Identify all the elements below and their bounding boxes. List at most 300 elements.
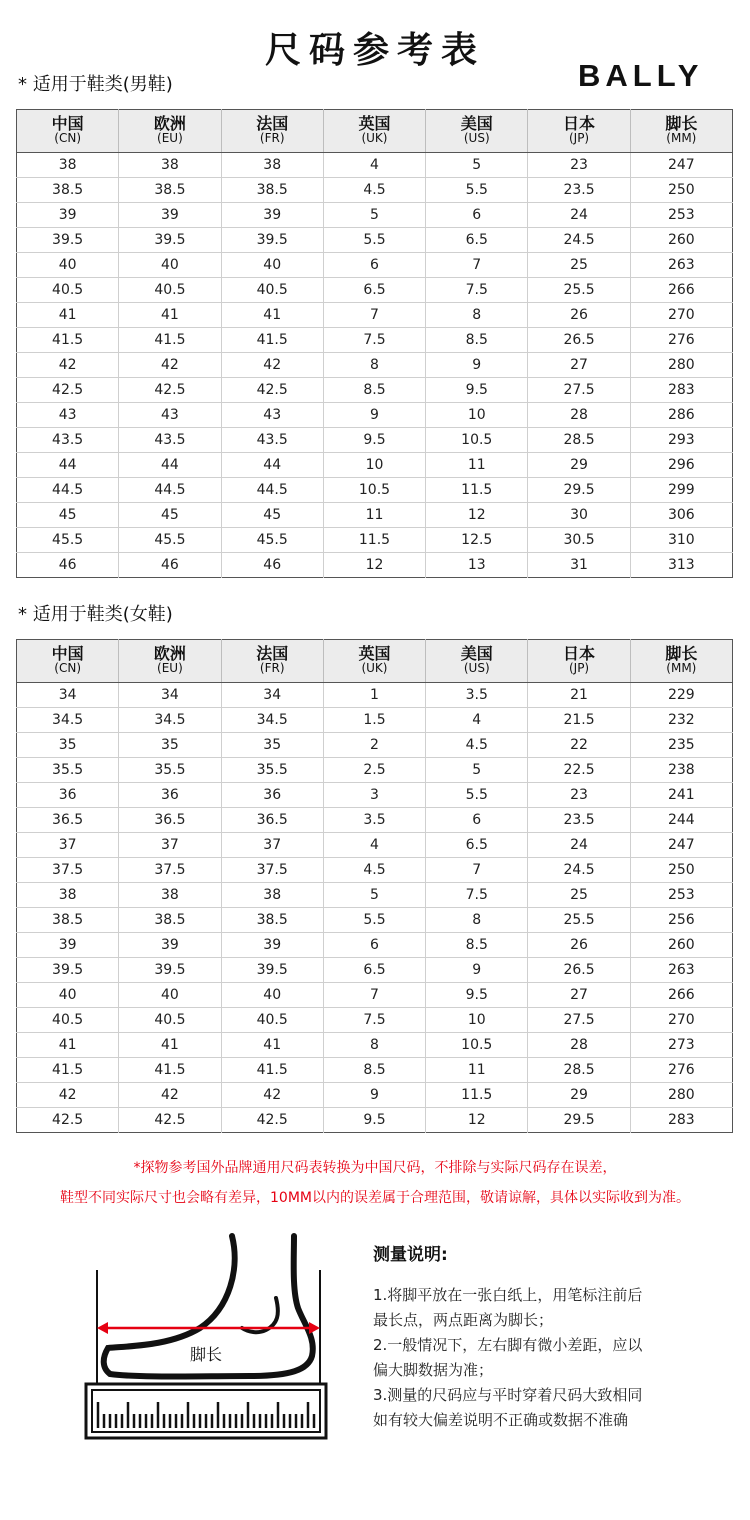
table-cell: 8	[426, 908, 528, 933]
table-cell: 11	[323, 503, 425, 528]
column-header-unit: (US)	[463, 131, 490, 145]
table-row	[17, 983, 733, 1008]
table-cell: 7	[323, 303, 425, 328]
table-cell: 45.5	[119, 528, 221, 553]
table-cell: 40.5	[17, 1008, 119, 1033]
table-cell: 273	[630, 1033, 732, 1058]
table-cell: 29.5	[528, 1108, 630, 1133]
column-header	[323, 640, 425, 683]
table-cell: 10.5	[323, 478, 425, 503]
table-cell: 42	[119, 1083, 221, 1108]
disclaimer-line-1: *探物参考国外品牌通用尺码表转换为中国尺码，不排除与实际尺码存在误差，	[133, 1160, 617, 1176]
table-cell: 36.5	[221, 808, 323, 833]
table-row	[17, 303, 733, 328]
table-cell: 42	[17, 353, 119, 378]
table-cell: 13	[426, 553, 528, 578]
measure-line: 偏大脚数据为准；	[373, 1361, 494, 1379]
column-header	[221, 110, 323, 153]
column-header-unit: (MM)	[666, 661, 697, 675]
table-cell: 42.5	[221, 378, 323, 403]
table-cell: 235	[630, 733, 732, 758]
column-header-unit: (JP)	[568, 661, 590, 675]
table-cell: 46	[119, 553, 221, 578]
table-cell: 5	[323, 203, 425, 228]
table-row	[17, 328, 733, 353]
table-cell: 29.5	[528, 478, 630, 503]
table-row	[17, 528, 733, 553]
column-header-name: 法国	[256, 644, 289, 663]
table-cell: 45	[17, 503, 119, 528]
measure-line: 如有较大偏差说明不正确或数据不准确	[373, 1411, 629, 1429]
measure-line: 3.测量的尺码应与平时穿着尺码大致相同	[373, 1386, 643, 1404]
table-row	[17, 933, 733, 958]
table-row	[17, 203, 733, 228]
table-cell: 25	[528, 253, 630, 278]
table-cell: 36	[221, 783, 323, 808]
table-cell: 40	[17, 983, 119, 1008]
table-cell: 247	[630, 153, 732, 178]
table-cell: 260	[630, 933, 732, 958]
table-row	[17, 553, 733, 578]
column-header	[119, 110, 221, 153]
table-cell: 21	[528, 683, 630, 708]
table-cell: 23.5	[528, 808, 630, 833]
table-cell: 40.5	[17, 278, 119, 303]
foot-length-label: 脚长	[190, 1345, 223, 1364]
column-header	[630, 110, 732, 153]
table-cell: 4.5	[426, 733, 528, 758]
table-cell: 4	[426, 708, 528, 733]
table-cell: 45	[221, 503, 323, 528]
table-cell: 41.5	[221, 328, 323, 353]
measure-line: 1.将脚平放在一张白纸上，用笔标注前后	[373, 1286, 643, 1304]
table-cell: 42	[17, 1083, 119, 1108]
table-cell: 41	[221, 1033, 323, 1058]
table-cell: 42	[221, 1083, 323, 1108]
table-cell: 37.5	[17, 858, 119, 883]
disclaimer-line-2: 鞋型不同实际尺寸也会略有差异，10MM以内的误差属于合理范围，敬请谅解，具体以实际收到为准。	[60, 1190, 690, 1206]
table-cell: 7	[323, 983, 425, 1008]
table-cell: 310	[630, 528, 732, 553]
column-header-unit: (FR)	[259, 661, 285, 675]
table-row	[17, 503, 733, 528]
table-cell: 43.5	[119, 428, 221, 453]
table-cell: 280	[630, 1083, 732, 1108]
table-cell: 293	[630, 428, 732, 453]
table-cell: 9.5	[323, 1108, 425, 1133]
table-cell: 22.5	[528, 758, 630, 783]
table-cell: 41	[119, 1033, 221, 1058]
table-row	[17, 758, 733, 783]
table-cell: 232	[630, 708, 732, 733]
table-cell: 266	[630, 278, 732, 303]
column-header	[17, 110, 119, 153]
table-cell: 5.5	[426, 178, 528, 203]
table-cell: 41	[221, 303, 323, 328]
table-cell: 40	[221, 983, 323, 1008]
table-cell: 12.5	[426, 528, 528, 553]
table-cell: 34.5	[119, 708, 221, 733]
table-cell: 39.5	[119, 228, 221, 253]
table-cell: 24	[528, 203, 630, 228]
table-cell: 41.5	[119, 1058, 221, 1083]
table-cell: 6	[323, 933, 425, 958]
table-cell: 276	[630, 328, 732, 353]
table-cell: 34	[119, 683, 221, 708]
table-row	[17, 958, 733, 983]
table-cell: 256	[630, 908, 732, 933]
table-cell: 7	[426, 858, 528, 883]
table-row	[17, 1008, 733, 1033]
table-cell: 11	[426, 453, 528, 478]
table-cell: 39	[17, 203, 119, 228]
column-header-name: 中国	[51, 114, 84, 133]
column-header-name: 欧洲	[153, 114, 186, 133]
table-cell: 38.5	[119, 908, 221, 933]
column-header	[221, 640, 323, 683]
table-cell: 38	[17, 153, 119, 178]
table-cell: 270	[630, 1008, 732, 1033]
table-cell: 7.5	[426, 278, 528, 303]
table-row	[17, 178, 733, 203]
table-cell: 41.5	[221, 1058, 323, 1083]
table-cell: 40	[119, 983, 221, 1008]
column-header-name: 脚长	[665, 114, 698, 133]
table-cell: 34	[17, 683, 119, 708]
table-cell: 37.5	[119, 858, 221, 883]
table-cell: 28	[528, 403, 630, 428]
table-cell: 34	[221, 683, 323, 708]
table-cell: 28.5	[528, 428, 630, 453]
men-section-label: * 适用于鞋类(男鞋)	[18, 74, 173, 95]
table-row	[17, 908, 733, 933]
column-header-name: 中国	[51, 644, 84, 663]
column-header-unit: (EU)	[157, 661, 183, 675]
table-cell: 9	[426, 353, 528, 378]
table-cell: 45.5	[17, 528, 119, 553]
table-cell: 229	[630, 683, 732, 708]
table-cell: 266	[630, 983, 732, 1008]
table-cell: 26	[528, 933, 630, 958]
table-cell: 39	[221, 933, 323, 958]
table-cell: 40.5	[221, 278, 323, 303]
column-header-name: 脚长	[665, 644, 698, 663]
table-cell: 38	[119, 153, 221, 178]
table-cell: 260	[630, 228, 732, 253]
table-cell: 38.5	[17, 178, 119, 203]
table-cell: 253	[630, 883, 732, 908]
table-cell: 10	[426, 1008, 528, 1033]
table-cell: 241	[630, 783, 732, 808]
table-cell: 42.5	[17, 1108, 119, 1133]
measure-line: 最长点，两点距离为脚长；	[373, 1311, 554, 1329]
table-cell: 38.5	[221, 908, 323, 933]
table-cell: 8	[323, 1033, 425, 1058]
table-cell: 38	[221, 153, 323, 178]
table-cell: 6	[323, 253, 425, 278]
table-cell: 263	[630, 253, 732, 278]
table-cell: 26.5	[528, 328, 630, 353]
table-cell: 7.5	[426, 883, 528, 908]
table-cell: 31	[528, 553, 630, 578]
table-cell: 39.5	[17, 958, 119, 983]
table-cell: 6.5	[426, 833, 528, 858]
table-cell: 42	[119, 353, 221, 378]
table-cell: 296	[630, 453, 732, 478]
table-cell: 38	[17, 883, 119, 908]
table-cell: 43	[17, 403, 119, 428]
table-cell: 7	[426, 253, 528, 278]
table-row	[17, 353, 733, 378]
table-cell: 10.5	[426, 428, 528, 453]
table-cell: 3	[323, 783, 425, 808]
table-cell: 44.5	[119, 478, 221, 503]
table-cell: 43	[221, 403, 323, 428]
table-cell: 5	[426, 758, 528, 783]
table-cell: 43.5	[17, 428, 119, 453]
column-header	[119, 640, 221, 683]
table-cell: 44.5	[221, 478, 323, 503]
column-header	[528, 110, 630, 153]
table-cell: 43.5	[221, 428, 323, 453]
table-cell: 250	[630, 858, 732, 883]
table-cell: 270	[630, 303, 732, 328]
table-cell: 39	[119, 933, 221, 958]
table-cell: 24.5	[528, 228, 630, 253]
table-row	[17, 278, 733, 303]
table-cell: 45.5	[221, 528, 323, 553]
column-header-name: 美国	[460, 114, 493, 133]
table-row	[17, 883, 733, 908]
column-header	[630, 640, 732, 683]
table-cell: 9	[323, 403, 425, 428]
table-cell: 36	[17, 783, 119, 808]
column-header-unit: (UK)	[361, 131, 388, 145]
table-cell: 283	[667, 1112, 695, 1128]
table-cell: 46	[221, 553, 323, 578]
table-cell: 39.5	[221, 958, 323, 983]
table-row	[17, 428, 733, 453]
table-cell: 40.5	[221, 1008, 323, 1033]
table-cell: 3.5	[426, 683, 528, 708]
table-cell: 35	[119, 733, 221, 758]
table-cell: 40	[17, 253, 119, 278]
table-cell: 23	[528, 783, 630, 808]
table-cell: 41	[119, 303, 221, 328]
table-cell: 4.5	[323, 178, 425, 203]
table-cell: 8.5	[323, 1058, 425, 1083]
table-cell: 9	[426, 958, 528, 983]
table-cell: 37	[221, 833, 323, 858]
table-cell: 8	[323, 353, 425, 378]
column-header-unit: (MM)	[666, 131, 697, 145]
table-cell: 40.5	[119, 278, 221, 303]
table-cell: 26	[528, 303, 630, 328]
table-cell: 6.5	[323, 278, 425, 303]
table-cell: 22	[528, 733, 630, 758]
table-cell: 250	[630, 178, 732, 203]
table-cell: 25	[528, 883, 630, 908]
table-cell: 5	[426, 153, 528, 178]
men-size-table	[16, 109, 733, 578]
table-cell: 2.5	[323, 758, 425, 783]
table-cell: 21.5	[528, 708, 630, 733]
table-cell: 37	[17, 833, 119, 858]
column-header	[426, 640, 528, 683]
table-cell: 276	[630, 1058, 732, 1083]
table-cell: 1.5	[323, 708, 425, 733]
women-section-label: * 适用于鞋类(女鞋)	[18, 604, 173, 625]
table-cell: 299	[630, 478, 732, 503]
column-header-unit: (EU)	[157, 131, 183, 145]
table-cell: 42.5	[119, 1108, 221, 1133]
table-cell: 11.5	[426, 1083, 528, 1108]
table-row	[17, 153, 733, 178]
table-cell: 39	[17, 933, 119, 958]
column-header-unit: (JP)	[568, 131, 590, 145]
table-header-row	[17, 110, 733, 153]
table-row	[17, 733, 733, 758]
table-cell: 5.5	[426, 783, 528, 808]
table-cell: 23	[528, 153, 630, 178]
table-cell: 39.5	[17, 228, 119, 253]
table-row	[17, 403, 733, 428]
table-cell: 4.5	[323, 858, 425, 883]
table-cell: 6.5	[323, 958, 425, 983]
measure-line: 2.一般情况下，左右脚有微小差距，应以	[373, 1336, 643, 1354]
table-cell: 37.5	[221, 858, 323, 883]
table-cell: 30	[528, 503, 630, 528]
table-cell: 42.5	[221, 1108, 323, 1133]
table-cell: 44	[17, 453, 119, 478]
table-cell: 244	[630, 808, 732, 833]
column-header-unit: (CN)	[54, 661, 81, 675]
table-row	[17, 1108, 733, 1133]
table-cell: 6.5	[426, 228, 528, 253]
table-cell: 247	[630, 833, 732, 858]
column-header	[528, 640, 630, 683]
table-cell: 12	[426, 503, 528, 528]
table-cell: 38.5	[17, 908, 119, 933]
column-header	[426, 110, 528, 153]
women-size-table	[16, 639, 733, 1133]
table-row	[17, 378, 733, 403]
table-cell: 29	[528, 453, 630, 478]
table-cell: 11.5	[426, 478, 528, 503]
table-cell: 9.5	[426, 983, 528, 1008]
table-cell: 41.5	[17, 328, 119, 353]
table-cell: 26.5	[528, 958, 630, 983]
table-cell: 313	[667, 557, 695, 573]
table-cell: 42.5	[119, 378, 221, 403]
table-row	[17, 478, 733, 503]
table-cell: 39.5	[221, 228, 323, 253]
table-row	[17, 833, 733, 858]
column-header-name: 英国	[358, 644, 391, 663]
table-cell: 10.5	[426, 1033, 528, 1058]
table-cell: 2	[323, 733, 425, 758]
brand-logo: BALLY	[578, 58, 704, 93]
foot-measure-illustration	[80, 1228, 340, 1447]
table-cell: 11.5	[323, 528, 425, 553]
table-cell: 238	[630, 758, 732, 783]
table-cell: 25.5	[528, 278, 630, 303]
table-cell: 44.5	[17, 478, 119, 503]
table-cell: 44	[221, 453, 323, 478]
table-cell: 42	[221, 353, 323, 378]
table-cell: 44	[119, 453, 221, 478]
table-cell: 283	[630, 378, 732, 403]
table-cell: 11	[426, 1058, 528, 1083]
column-header	[17, 640, 119, 683]
table-cell: 8.5	[323, 378, 425, 403]
column-header-unit: (UK)	[361, 661, 388, 675]
ruler-icon	[86, 1384, 326, 1438]
table-row	[17, 683, 733, 708]
table-cell: 41.5	[119, 328, 221, 353]
table-cell: 6	[426, 808, 528, 833]
table-cell: 12	[323, 553, 425, 578]
table-cell: 40	[221, 253, 323, 278]
table-row	[17, 1058, 733, 1083]
column-header-name: 欧洲	[153, 644, 186, 663]
table-cell: 45	[119, 503, 221, 528]
table-cell: 28	[528, 1033, 630, 1058]
table-cell: 38	[119, 883, 221, 908]
table-cell: 5.5	[323, 228, 425, 253]
table-cell: 35.5	[17, 758, 119, 783]
column-header-name: 美国	[460, 644, 493, 663]
table-cell: 39.5	[119, 958, 221, 983]
table-cell: 24.5	[528, 858, 630, 883]
column-header-unit: (CN)	[54, 131, 81, 145]
table-cell: 8.5	[426, 328, 528, 353]
table-row	[17, 783, 733, 808]
table-cell: 35	[221, 733, 323, 758]
table-cell: 35.5	[119, 758, 221, 783]
table-cell: 9.5	[426, 378, 528, 403]
table-cell: 40.5	[119, 1008, 221, 1033]
table-cell: 41	[17, 303, 119, 328]
table-cell: 27.5	[528, 378, 630, 403]
table-cell: 7.5	[323, 328, 425, 353]
table-cell: 41	[17, 1033, 119, 1058]
column-header-unit: (FR)	[259, 131, 285, 145]
table-row	[17, 453, 733, 478]
table-cell: 27.5	[528, 1008, 630, 1033]
table-cell: 4	[323, 833, 425, 858]
table-cell: 34.5	[17, 708, 119, 733]
table-cell: 40	[119, 253, 221, 278]
table-row	[17, 1083, 733, 1108]
table-cell: 306	[630, 503, 732, 528]
table-cell: 10	[323, 453, 425, 478]
table-cell: 35	[17, 733, 119, 758]
table-cell: 25.5	[528, 908, 630, 933]
table-cell: 286	[630, 403, 732, 428]
table-row	[17, 808, 733, 833]
table-cell: 38.5	[119, 178, 221, 203]
table-cell: 42.5	[17, 378, 119, 403]
table-header-row	[17, 640, 733, 683]
table-cell: 9.5	[323, 428, 425, 453]
table-row	[17, 253, 733, 278]
table-cell: 7.5	[323, 1008, 425, 1033]
table-cell: 43	[119, 403, 221, 428]
table-cell: 263	[630, 958, 732, 983]
page-title: 尺码参考表	[264, 30, 485, 71]
table-cell: 28.5	[528, 1058, 630, 1083]
